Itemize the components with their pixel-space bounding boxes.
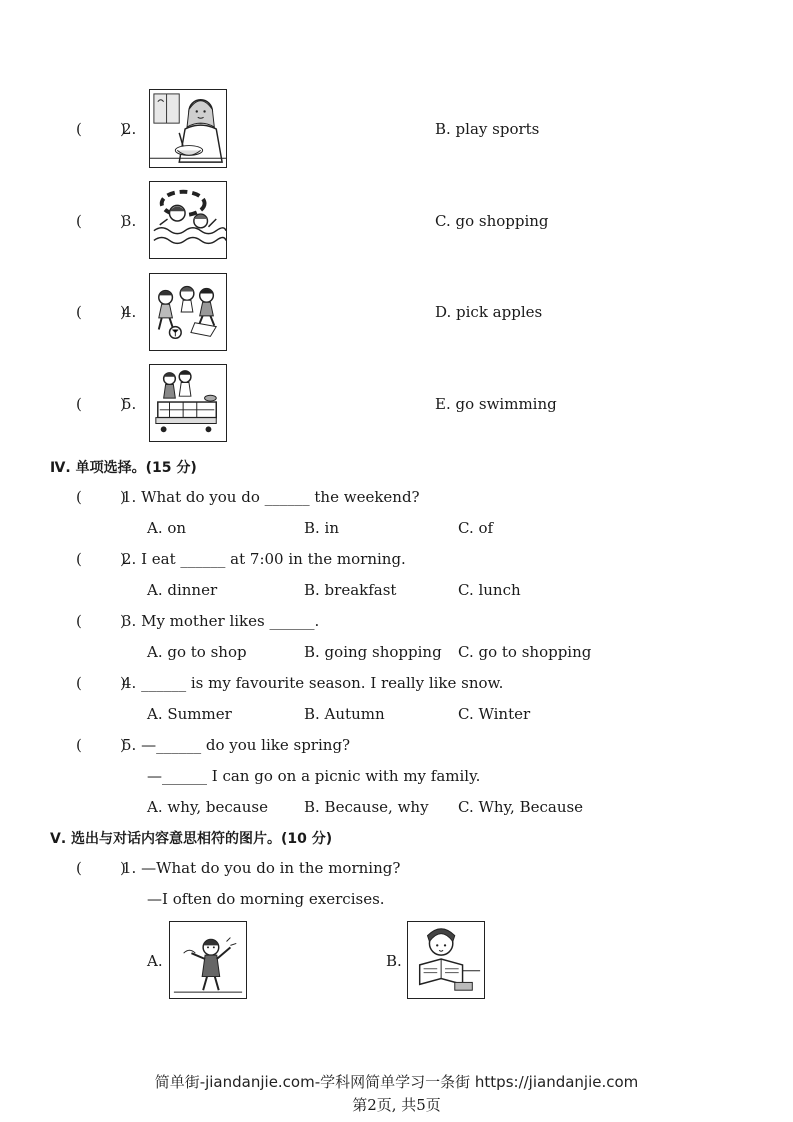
choice-a: A. dinner — [147, 581, 218, 599]
picture-option-a-label: A. — [147, 952, 163, 970]
answer-paren[interactable]: ( ) — [76, 859, 126, 877]
option-c: C. go shopping — [435, 212, 549, 230]
choice-a: A. why, because — [147, 798, 268, 816]
choice-c: C. Winter — [458, 705, 531, 723]
choice-b: B. in — [304, 519, 340, 537]
girl-exercising-icon — [169, 921, 247, 999]
answer-paren[interactable]: ( ) — [76, 612, 126, 630]
option-e: E. go swimming — [435, 395, 557, 413]
item-number: 4. — [122, 303, 137, 321]
family-shopping-icon — [149, 364, 227, 442]
answer-paren[interactable]: ( ) — [76, 395, 126, 413]
choice-c: C. go to shopping — [458, 643, 592, 661]
girl-eating-icon — [149, 89, 227, 168]
answer-paren[interactable]: ( ) — [76, 736, 126, 754]
footer-source: 简单街-jiandanjie.com-学科网简单学习一条街 https://jiandanjie.com — [154, 1073, 639, 1091]
item-number: 5. — [122, 395, 137, 413]
kids-swimming-icon — [149, 181, 227, 259]
question-text: 3. My mother likes ______. — [122, 612, 320, 630]
choice-b: B. Autumn — [304, 705, 385, 723]
option-b: B. play sports — [435, 120, 540, 138]
choice-b: B. breakfast — [304, 581, 397, 599]
choice-b: B. Because, why — [304, 798, 429, 816]
choice-a: A. go to shop — [147, 643, 247, 661]
choice-c: C. of — [458, 519, 494, 537]
option-d: D. pick apples — [435, 303, 543, 321]
dialogue-line-1: 1. —What do you do in the morning? — [122, 859, 401, 877]
question-text: 4. ______ is my favourite season. I really like snow. — [122, 674, 504, 692]
kids-playing-football-icon — [149, 273, 227, 351]
dialogue-line-2: —I often do morning exercises. — [147, 890, 385, 908]
question-text: 5. —______ do you like spring? — [122, 736, 351, 754]
item-number: 2. — [122, 120, 137, 138]
choice-c: C. Why, Because — [458, 798, 584, 816]
choice-a: A. on — [147, 519, 187, 537]
item-number: 3. — [122, 212, 137, 230]
section-title: Ⅳ. 单项选择。(15 分) — [50, 460, 197, 476]
answer-paren[interactable]: ( ) — [76, 550, 126, 568]
answer-paren[interactable]: ( ) — [76, 212, 126, 230]
choice-c: C. lunch — [458, 581, 521, 599]
boy-reading-icon — [407, 921, 485, 999]
picture-option-b-label: B. — [386, 952, 402, 970]
page-number: 第2页, 共5页 — [352, 1096, 441, 1114]
answer-paren[interactable]: ( ) — [76, 674, 126, 692]
answer-paren[interactable]: ( ) — [76, 488, 126, 506]
choice-b: B. going shopping — [304, 643, 442, 661]
section-title: Ⅴ. 选出与对话内容意思相符的图片。(10 分) — [50, 831, 333, 847]
question-text-line2: —______ I can go on a picnic with my family. — [147, 767, 481, 785]
answer-paren[interactable]: ( ) — [76, 120, 126, 138]
choice-a: A. Summer — [147, 705, 232, 723]
question-text: 1. What do you do ______ the weekend? — [122, 488, 420, 506]
question-text: 2. I eat ______ at 7:00 in the morning. — [122, 550, 406, 568]
answer-paren[interactable]: ( ) — [76, 303, 126, 321]
